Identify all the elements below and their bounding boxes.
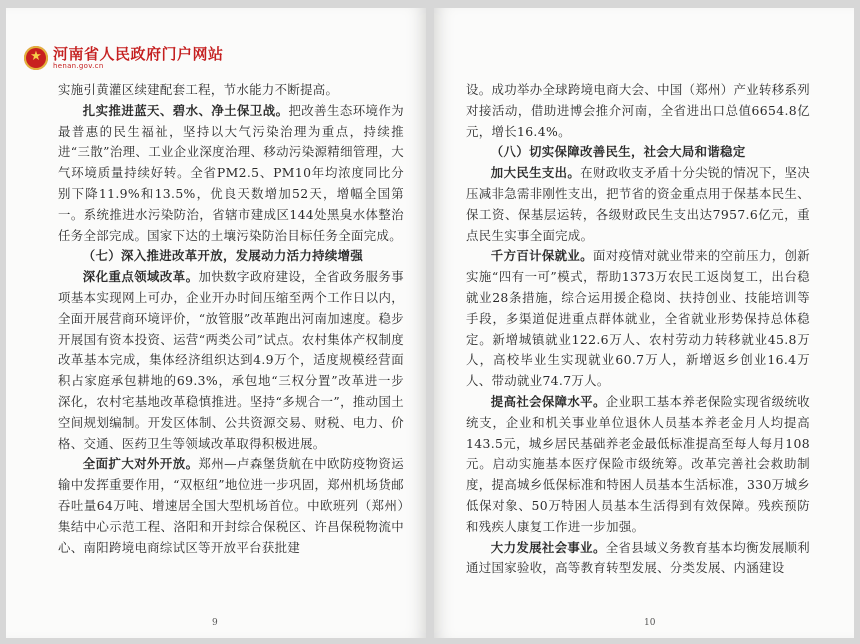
paragraph-text: 企业职工基本养老保险实现省级统收统支，企业和机关事业单位退休人员基本养老金月人均提高143.5元，城乡居民基础养老金最低标准提高至每人每月108元。启动实施基本医疗保险市级统筹。改革完善社会救助制度，提高城乡低保标准和特困人员基本生活标准，330万城乡低保对象、50万特困人员基本生活得到有效保障。残疾预防和残疾人康复工作进一步加强。 [466,393,810,534]
body-paragraph [466,538,810,580]
paragraph-text: 郑州—卢森堡货航在中欧防疫物资运输中发挥重要作用，“双枢纽”地位进一步巩固，郑州机场货邮吞吐量64万吨、增速居全国大型机场首位。中欧班列（郑州）集结中心示范工程、洛阳和开封综合保税区、许昌保税物流中心、南阳跨境电商综试区等开放平台获批建 [58,456,404,555]
paragraph-lead: 全面扩大对外开放。 [82,456,199,472]
section-heading: （八）切实保障改善民生，社会大局和谐稳定 [490,144,746,160]
paragraph-text: 面对疫情对就业带来的空前压力，创新实施“四有一可”模式，帮助1373万农民工返岗复工，出台稳就业28条措施，综合运用援企稳岗、扶持创业、技能培训等手段，多渠道促进重点群体就业，全省就业形势保持总体稳定。新增城镇就业122.6万人、农村劳动力转移就业45.8万人，高校毕业生实现就业60.7万人，新增返乡创业16.4万人、带动就业74.7万人。 [466,248,810,389]
body-paragraph [466,246,810,392]
paragraph-text: 实施引黄灌区续建配套工程，节水能力不断提高。 [58,82,339,97]
paragraph-text: 在财政收支矛盾十分尖锐的情况下，坚决压减非急需非刚性支出，把节省的资金重点用于保基本民生、保工资、保基层运转，各级财政民生支出达7957.6亿元，重点民生实事全面完成。 [466,165,810,243]
paragraph-lead: 大力发展社会事业。 [490,539,606,555]
paragraph-lead: 深化重点领域改革。 [82,269,199,285]
body-paragraph [58,454,404,558]
paragraph-lead: 扎实推进蓝天、碧水、净土保卫战。 [82,102,289,118]
page-number: 10 [644,618,656,628]
paragraph-text: 设。成功举办全球跨境电商大会、中国（郑州）产业转移系列对接活动，借助进博会推介河南，全省进出口总值6654.8亿元，增长16.4%。 [466,82,810,139]
page-number: 9 [212,618,218,628]
left-page-body [58,80,404,558]
body-paragraph [58,267,404,454]
body-paragraph [58,101,404,247]
paragraph-text: 把改善生态环境作为最普惠的民生福祉，坚持以大气污染治理为重点，持续推进“三散”治理、工业企业深度治理、移动污染源精细管理，大气环境质量持续好转。全省PM2.5、PM10年均浓度同比分别下降11.9%和13.5%，优良天数增加52天，增幅全国第一。系统推进水污染防治，省辖市建成区144处黑臭水体整治任务全部完成。国家下达的土壤污染防治目标任务全面完成。 [58,102,404,243]
left-page [6,8,426,638]
paragraph-lead: 加大民生支出。 [490,165,581,181]
national-emblem-icon [24,46,48,70]
body-paragraph [58,80,404,101]
site-watermark [24,46,224,70]
watermark-title: 河南省人民政府门户网站 [53,45,224,63]
paragraph-lead: 千方百计保就业。 [490,248,593,264]
section-heading: （七）深入推进改革开放，发展动力活力持续增强 [82,248,364,264]
paragraph-text: 全省县域义务教育基本均衡发展顺利通过国家验收，高等教育转型发展、分类发展、内涵建设 [466,539,810,576]
paragraph-text: 加快数字政府建设，全省政务服务事项基本实现网上可办，企业开办时间压缩至两个工作日以内，全面开展营商环境评价，“放管服”改革跑出河南加速度。稳步开展国有资本投资、运营“两类公司”试点。农村集体产权制度改革基本完成，集体经济组织达到4.9万个，适度规模经营面积占家庭承包耕地的69.3%，承包地“三权分置”改革进一步深化，农村宅基地改革稳慎推进。坚持“多规合一”，推动国土空间规划编制。开发区体制、公共资源交易、财税、电力、价格、交通、医药卫生等领域改革取得积极进展。 [58,269,404,451]
body-paragraph [466,163,810,246]
body-paragraph [466,392,810,538]
right-page [434,8,854,638]
paragraph-lead: 提高社会保障水平。 [490,393,606,409]
watermark-domain: henan.gov.cn [53,62,104,70]
body-paragraph [466,80,810,142]
right-page-body [466,80,810,579]
